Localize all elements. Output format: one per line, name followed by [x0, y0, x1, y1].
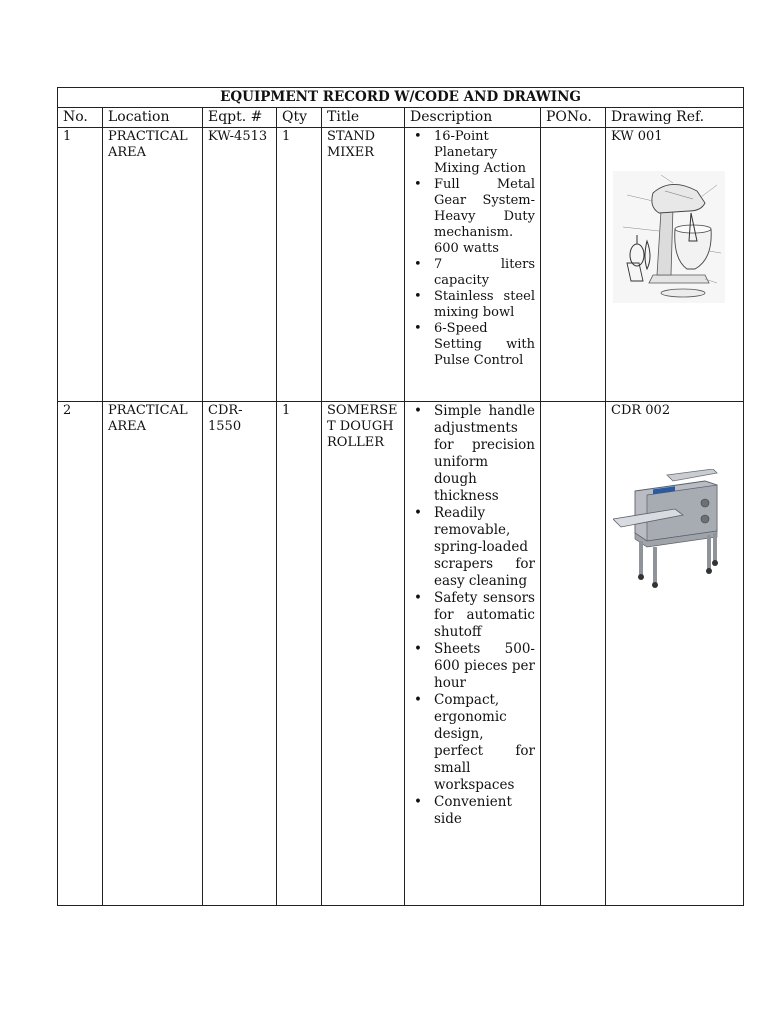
cell-drawing — [606, 402, 744, 906]
cell-description — [405, 402, 541, 906]
header-location: Location — [103, 108, 203, 128]
description-list — [410, 129, 535, 369]
description-item: • Readily removable, spring-loaded scrapers for easy cleaning — [434, 505, 535, 590]
header-no: No. — [58, 108, 103, 128]
drawing-ref-label: KW 001 — [611, 129, 663, 144]
cell-drawing — [606, 128, 744, 402]
header-title: Title — [322, 108, 405, 128]
header-pono: PONo. — [541, 108, 606, 128]
header-description: Description — [405, 108, 541, 128]
cell-title: STAND MIXER — [322, 128, 405, 402]
table-row — [58, 402, 744, 906]
description-item: • Simple handle adjustments for precision uniform dough thickness — [434, 403, 535, 505]
description-item: • Compact, ergonomic design, perfect for small workspaces — [434, 692, 535, 794]
description-item: • Full Metal Gear System- Heavy Duty mechanism. 600 watts — [434, 177, 535, 257]
cell-no: 2 — [58, 402, 103, 906]
description-item: • Safety sensors for automatic shutoff — [434, 590, 535, 641]
drawing-ref-label: CDR 002 — [611, 403, 671, 418]
cell-eqpt: CDR-1550 — [203, 402, 277, 906]
cell-eqpt: KW-4513 — [203, 128, 277, 402]
cell-pono — [541, 128, 606, 402]
equipment-record-table — [57, 87, 744, 906]
description-item: • Sheets 500-600 pieces per hour — [434, 641, 535, 692]
cell-location: PRACTICAL AREA — [103, 402, 203, 906]
cell-location: PRACTICAL AREA — [103, 128, 203, 402]
description-item: • 6-Speed Setting with Pulse Control — [434, 321, 535, 369]
description-item: • 16-Point Planetary Mixing Action — [434, 129, 535, 177]
cell-description — [405, 128, 541, 402]
description-list — [410, 403, 535, 828]
dough-roller-photo-icon — [613, 469, 725, 591]
header-qty: Qty — [277, 108, 322, 128]
header-row — [58, 108, 744, 128]
table-title: EQUIPMENT RECORD W/CODE AND DRAWING — [58, 88, 744, 108]
description-item: • 7 liters capacity — [434, 257, 535, 289]
description-item: • Convenient side — [434, 794, 535, 828]
header-eqpt: Eqpt. # — [203, 108, 277, 128]
cell-title: SOMERSET DOUGH ROLLER — [322, 402, 405, 906]
header-drawing-ref: Drawing Ref. — [606, 108, 744, 128]
description-item: • Stainless steel mixing bowl — [434, 289, 535, 321]
cell-pono — [541, 402, 606, 906]
table-row — [58, 128, 744, 402]
cell-no: 1 — [58, 128, 103, 402]
stand-mixer-diagram-icon — [613, 171, 725, 303]
cell-qty: 1 — [277, 128, 322, 402]
cell-qty: 1 — [277, 402, 322, 906]
